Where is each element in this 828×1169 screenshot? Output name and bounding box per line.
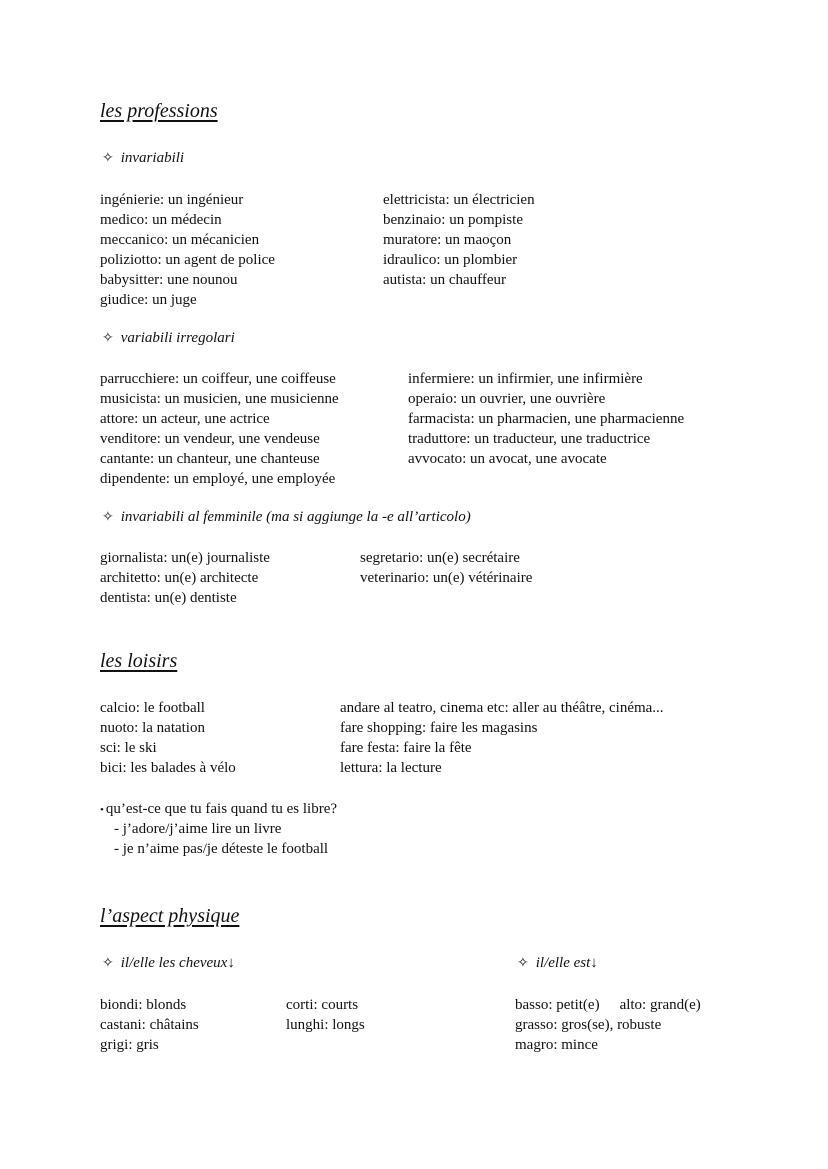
list-item: dipendente: un employé, une employée — [100, 471, 336, 487]
list-item: giornalista: un(e) journaliste — [100, 550, 270, 566]
variabili-left-list — [100, 369, 339, 489]
dot-icon: • — [100, 804, 104, 816]
cheveux-col1 — [100, 995, 199, 1055]
subheading-est: ✧ il/elle est↓ — [517, 955, 598, 971]
list-item: attore: un acteur, une actrice — [100, 411, 270, 427]
loisirs-question: • qu’est-ce que tu fais quand tu es libre? — [100, 801, 338, 817]
list-item: dentista: un(e) dentiste — [100, 590, 237, 606]
list-item: babysitter: une nounou — [100, 272, 238, 288]
subheading-femminile: ✧ invariabili al femminile (ma si aggiunge la -e all’articolo) — [102, 509, 471, 525]
list-item: bici: les balades à vélo — [100, 760, 236, 776]
subheading-cheveux: ✧ il/elle les cheveux↓ — [102, 955, 235, 971]
list-item: castani: châtains — [100, 1017, 199, 1033]
list-item: lettura: la lecture — [340, 760, 442, 776]
invariabili-right-list — [383, 190, 535, 290]
list-item: avvocato: un avocat, une avocate — [408, 451, 607, 467]
list-item: parrucchiere: un coiffeur, une coiffeuse — [100, 371, 336, 387]
loisirs-right-list — [340, 698, 664, 778]
loisirs-left-list — [100, 698, 236, 778]
femminile-left-list — [100, 548, 270, 608]
section-title-loisirs: les loisirs — [100, 650, 178, 672]
list-item: corti: courts — [286, 997, 359, 1013]
list-item: meccanico: un mécanicien — [100, 232, 260, 248]
list-item: venditore: un vendeur, une vendeuse — [100, 431, 320, 447]
list-item: basso: petit(e) alto: grand(e) — [515, 997, 701, 1013]
list-item: architetto: un(e) architecte — [100, 570, 259, 586]
list-item: lunghi: longs — [286, 1017, 365, 1033]
list-item: veterinario: un(e) vétérinaire — [360, 570, 533, 586]
subheading-variabili-irregolari: ✧ variabili irregolari — [102, 330, 235, 346]
list-item: idraulico: un plombier — [383, 252, 518, 268]
list-item: giudice: un juge — [100, 292, 197, 308]
list-item: infermiere: un infirmier, une infirmière — [408, 371, 643, 387]
section-title-aspect: l’aspect physique — [100, 905, 240, 927]
list-item: - j’adore/j’aime lire un livre — [114, 821, 282, 837]
section-title-professions: les professions — [100, 100, 218, 122]
subheading-invariabili: ✧ invariabili — [102, 150, 185, 166]
list-item: traduttore: un traducteur, une traductrice — [408, 431, 651, 447]
femminile-right-list — [360, 548, 532, 588]
list-item: musicista: un musicien, une musicienne — [100, 391, 339, 407]
list-item: biondi: blonds — [100, 997, 187, 1013]
list-item: fare festa: faire la fête — [340, 740, 472, 756]
list-item: grigi: gris — [100, 1037, 159, 1053]
est-list — [515, 995, 701, 1055]
list-item: fare shopping: faire les magasins — [340, 720, 538, 736]
list-item: farmacista: un pharmacien, une pharmacienne — [408, 411, 685, 427]
list-item: cantante: un chanteur, une chanteuse — [100, 451, 320, 467]
invariabili-left-list — [100, 190, 275, 310]
list-item: elettricista: un électricien — [383, 192, 535, 208]
list-item: muratore: un maoçon — [383, 232, 512, 248]
list-item: andare al teatro, cinema etc: aller au théâtre, cinéma... — [340, 700, 664, 716]
sparkle-icon: ✧ — [102, 331, 114, 346]
list-item: calcio: le football — [100, 700, 205, 716]
list-item: segretario: un(e) secrétaire — [360, 550, 520, 566]
list-item: medico: un médecin — [100, 212, 222, 228]
sparkle-icon: ✧ — [517, 956, 529, 971]
list-item: magro: mince — [515, 1037, 598, 1053]
cheveux-col2 — [286, 995, 365, 1035]
list-item: - je n’aime pas/je déteste le football — [114, 841, 329, 857]
list-item: operaio: un ouvrier, une ouvrière — [408, 391, 606, 407]
sparkle-icon: ✧ — [102, 151, 114, 166]
list-item: ingénierie: un ingénieur — [100, 192, 244, 208]
list-item: sci: le ski — [100, 740, 157, 756]
sparkle-icon: ✧ — [102, 510, 114, 525]
list-item: nuoto: la natation — [100, 720, 205, 736]
loisirs-answers — [114, 819, 328, 859]
list-item: grasso: gros(se), robuste — [515, 1017, 662, 1033]
list-item: benzinaio: un pompiste — [383, 212, 523, 228]
list-item: poliziotto: un agent de police — [100, 252, 275, 268]
sparkle-icon: ✧ — [102, 956, 114, 971]
list-item: autista: un chauffeur — [383, 272, 507, 288]
variabili-right-list — [408, 369, 684, 469]
